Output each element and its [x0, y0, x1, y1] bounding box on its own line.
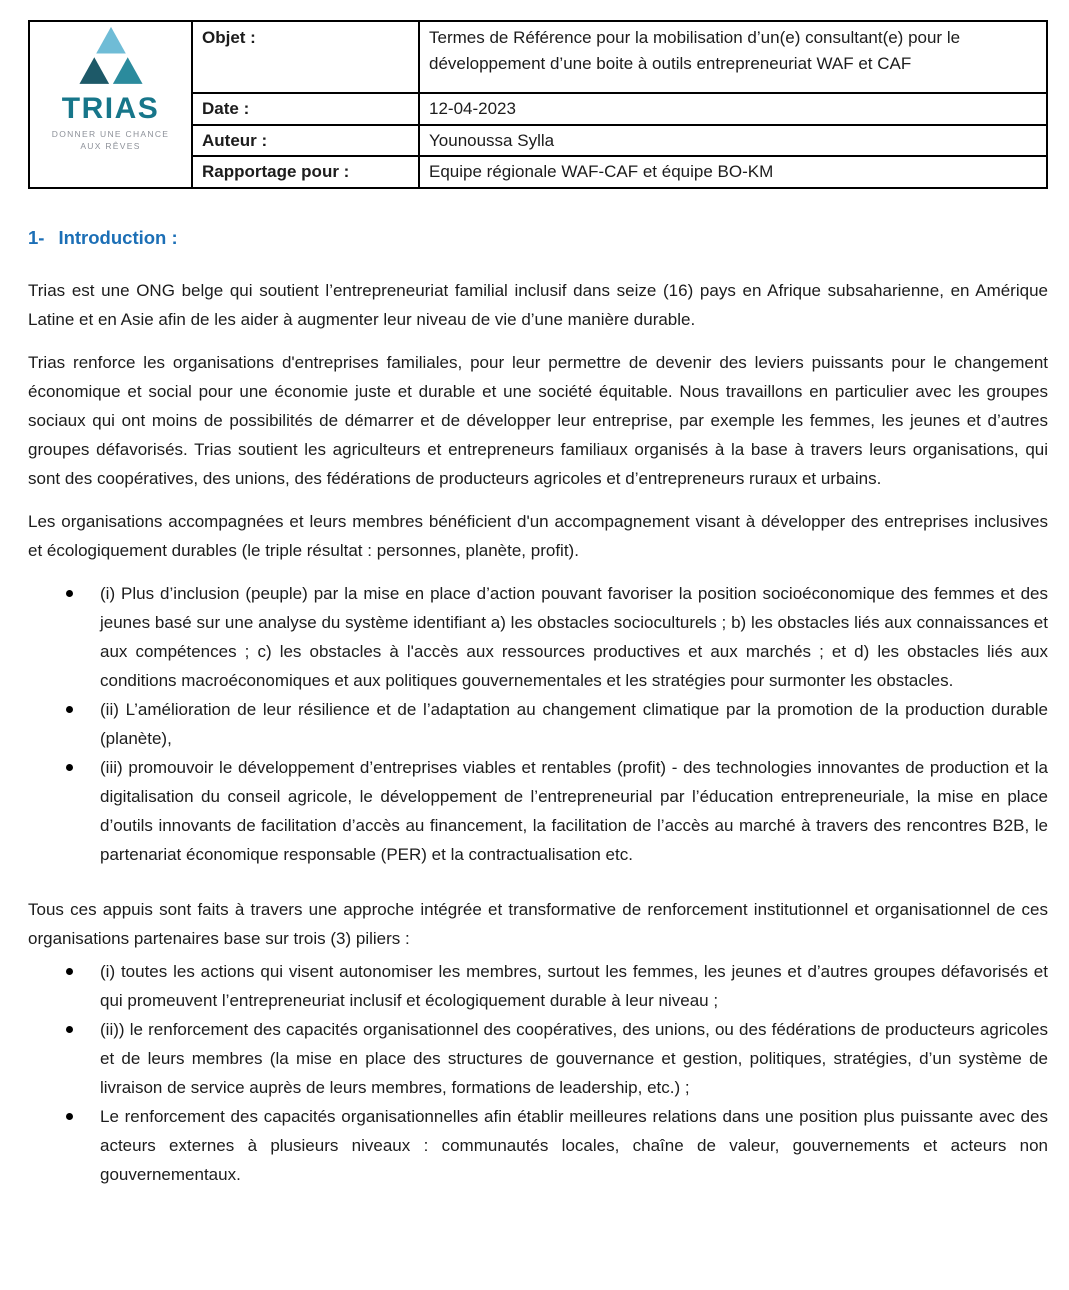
- trias-triangle-icon: [73, 25, 149, 91]
- table-value-rapportage: Equipe régionale WAF-CAF et équipe BO-KM: [419, 156, 1047, 188]
- logo-tagline-line1: DONNER UNE CHANCE: [51, 128, 170, 139]
- logo-cell: [29, 21, 192, 188]
- trias-logo: [52, 25, 170, 153]
- list-item: [28, 695, 1048, 753]
- paragraph-intro-1: Trias est une ONG belge qui soutient l’entrepreneuriat familial inclusif dans seize (16) pays en Afrique subsaharienne, en Amérique Latine et en Asie afin de les aider à augmenter leur niveau de vie d’une manière durable.: [28, 280, 1048, 329]
- table-value-date: 12-04-2023: [419, 93, 1047, 125]
- section-heading: [28, 227, 1048, 249]
- bullet-icon: [66, 706, 73, 713]
- bullet-text: (ii)) le renforcement des capacités organisationnel des coopératives, des unions, ou des fédérations de producteurs agricoles et de leurs membres (la mise en place des structures de gouvernance et gestion, politiques, stratégies, d’un système de livraison de service auprès de leurs membres, formations de leadership, etc.) ;: [100, 1019, 1048, 1097]
- table-label-objet: Objet :: [192, 21, 419, 93]
- list-item: [28, 753, 1048, 869]
- table-label-auteur: Auteur :: [192, 125, 419, 157]
- table-label-rapportage: Rapportage pour :: [192, 156, 419, 188]
- section-heading-number: 1-: [28, 226, 45, 248]
- bullet-text: (i) Plus d’inclusion (peuple) par la mise en place d’action pouvant favoriser la position socioéconomique des femmes et des jeunes basé sur une analyse du système identifiant a) les obstacles socioculturels ; b) les obstacles liés aux connaissances et aux compétences ; c) les obstacles à l'accès aux ressources productives et aux marchés ; et d) les obstacles liés aux conditions macroéconomiques et aux politiques gouvernementales et les stratégies pour surmonter les obstacles.: [100, 583, 1048, 690]
- logo-tagline-line2: AUX RÊVES: [80, 141, 141, 152]
- logo-brand-text: TRIAS: [61, 92, 160, 125]
- header-table: [28, 20, 1048, 189]
- list-item: [28, 1015, 1048, 1102]
- table-label-date: Date :: [192, 93, 419, 125]
- paragraph-pillars: Tous ces appuis sont faits à travers une approche intégrée et transformative de renforcement institutionnel et organisationnel de ces organisations partenaires base sur trois (3) piliers :: [28, 899, 1048, 948]
- bullet-icon: [66, 1026, 73, 1033]
- bullet-list-triple-result: [28, 579, 1048, 869]
- table-value-auteur: Younoussa Sylla: [419, 125, 1047, 157]
- bullet-icon: [66, 968, 73, 975]
- paragraph-intro-3: Les organisations accompagnées et leurs membres bénéficient d'un accompagnement visant à développer des entreprises inclusives et écologiquement durables (le triple résultat : personnes, planète, profit).: [28, 511, 1048, 560]
- list-item: [28, 1102, 1048, 1189]
- bullet-text: (iii) promouvoir le développement d’entreprises viables et rentables (profit) - des technologies innovantes de production et la digitalisation du conseil agricole, le développement de l’entrepreneurial par l’éducation entrepreneuriale, la mise en place d’outils innovants de facilitation d’accès au financement, la facilitation de l’accès au marché à travers des rencontres B2B, le partenariat économique responsable (PER) et la contractualisation etc.: [100, 757, 1048, 864]
- logo-tagline: [52, 128, 170, 154]
- bullet-icon: [66, 590, 73, 597]
- bullet-list-pillars: [28, 957, 1048, 1189]
- bullet-text: (i) toutes les actions qui visent autonomiser les membres, surtout les femmes, les jeunes et d’autres groupes défavorisés et qui promeuvent l’entrepreneuriat inclusif et écologiquement durable à leur niveau ;: [100, 961, 1048, 1010]
- list-item: [28, 957, 1048, 1015]
- paragraph-intro-2: Trias renforce les organisations d'entreprises familiales, pour leur permettre de devenir des leviers puissants pour le changement économique et social pour une économie juste et durable et une société équitable. Nous travaillons en particulier avec les groupes sociaux qui ont moins de possibilités de démarrer et de développer leur entreprise, par exemple les femmes, les jeunes et d’autres groupes défavorisés. Trias soutient les agriculteurs et entrepreneurs familiaux organisés à la base à travers leurs organisations, qui sont des coopératives, des unions, des fédérations de producteurs agricoles et d’entrepreneurs ruraux et urbains.: [28, 352, 1048, 488]
- bullet-icon: [66, 764, 73, 771]
- table-value-objet: Termes de Référence pour la mobilisation d’un(e) consultant(e) pour le développement d’une boite à outils entrepreneuriat WAF et CAF: [419, 21, 1047, 93]
- bullet-icon: [66, 1113, 73, 1120]
- table-row: [29, 21, 1047, 93]
- list-item: [28, 579, 1048, 695]
- section-heading-text: Introduction :: [58, 226, 178, 248]
- bullet-text: (ii) L’amélioration de leur résilience et de l’adaptation au changement climatique par la promotion de la production durable (planète),: [100, 699, 1048, 748]
- bullet-text: Le renforcement des capacités organisationnelles afin établir meilleures relations dans une position plus puissante avec des acteurs externes à plusieurs niveaux : communautés locales, chaîne de valeur, gouvernements et acteurs non gouvernementaux.: [100, 1106, 1048, 1184]
